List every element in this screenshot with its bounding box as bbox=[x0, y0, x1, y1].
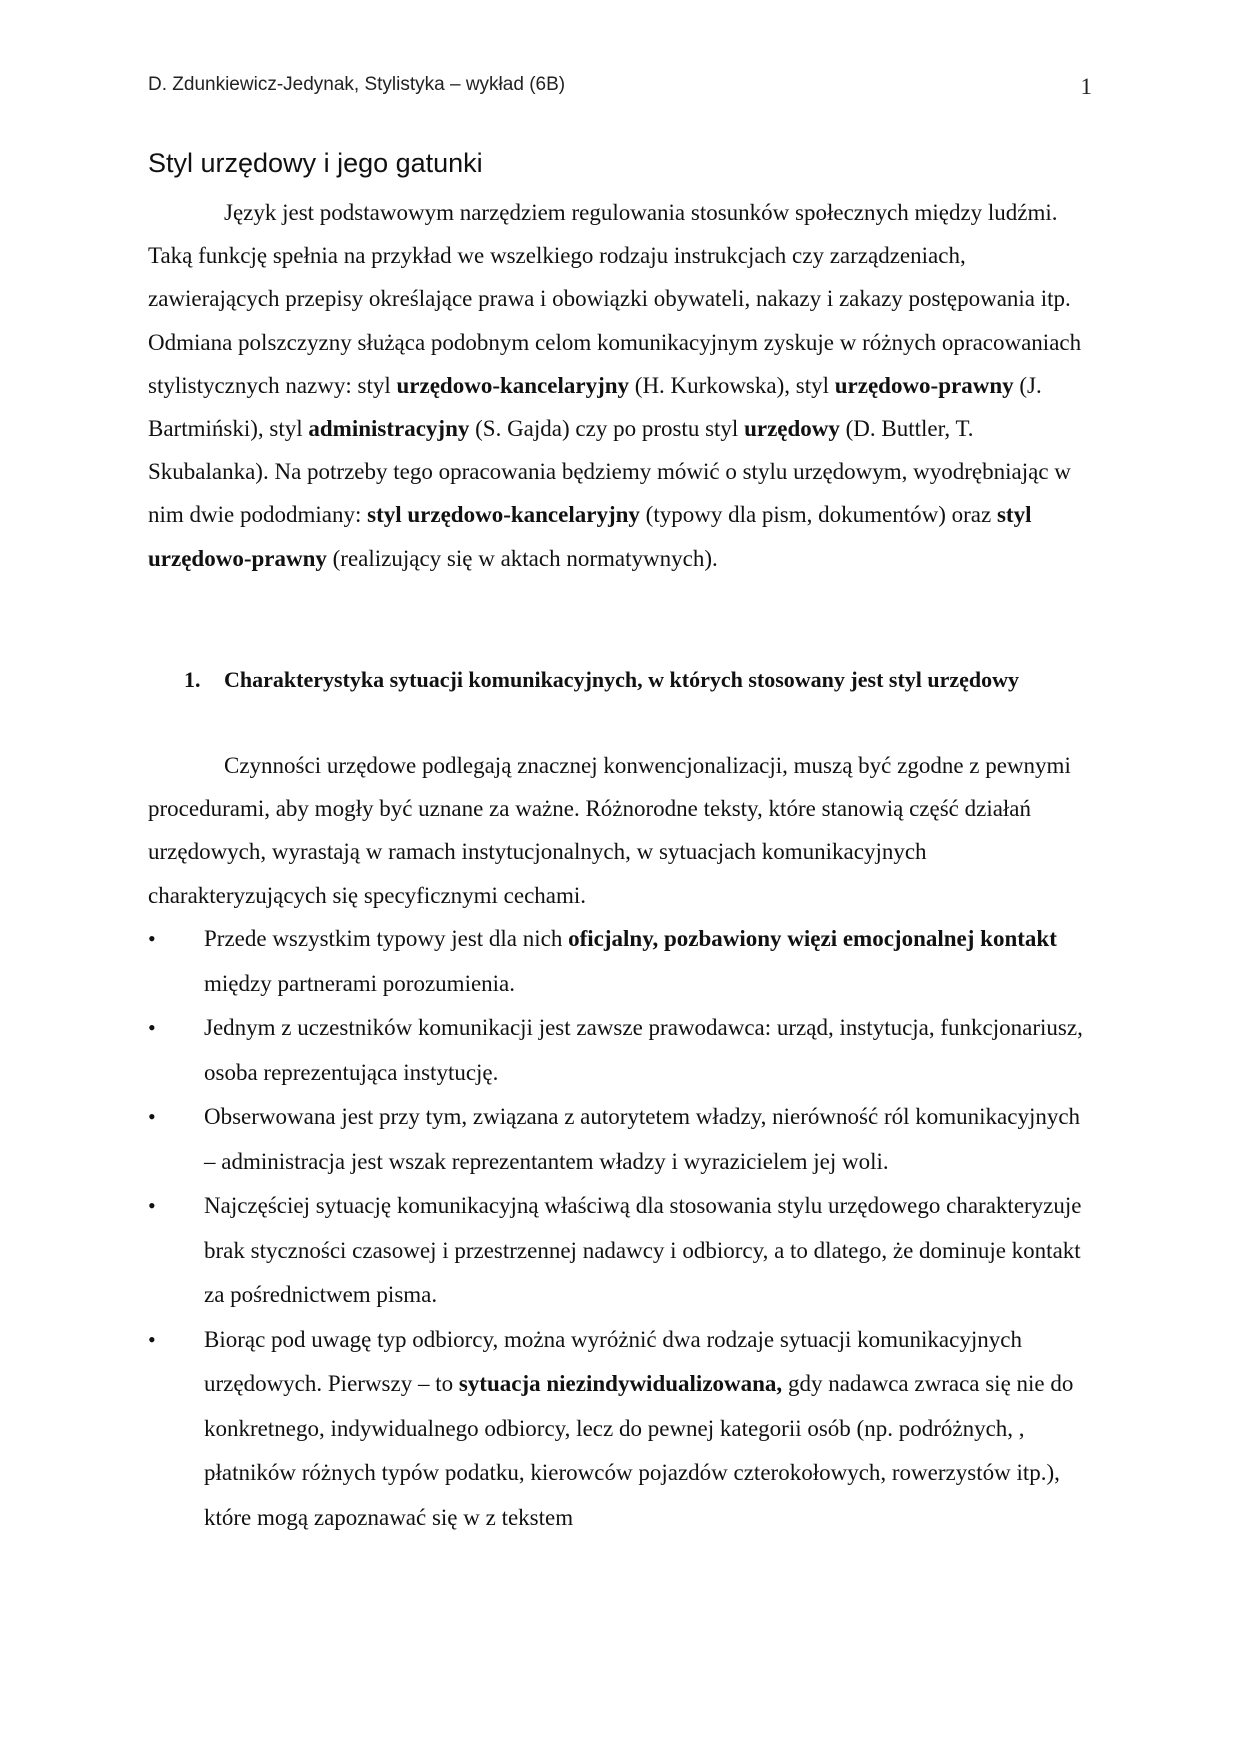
section-heading-text: Charakterystyka sytuacji komunikacyjnych, w których stosowany jest styl urzędowy bbox=[224, 667, 1020, 692]
list-item-bold: sytuacja niezindywidualizowana, bbox=[458, 1371, 783, 1396]
intro-text: (S. Gajda) czy po prostu styl bbox=[469, 416, 745, 442]
term-bold: styl urzędowo-prawny bbox=[148, 502, 1032, 571]
document-title: Styl urzędowy i jego gatunki bbox=[148, 148, 483, 178]
section-heading bbox=[184, 658, 1064, 701]
list-item bbox=[148, 917, 1092, 1006]
list-item-text: między partnerami porozumienia. bbox=[204, 970, 516, 996]
term-bold: styl urzędowo-kancelaryjny bbox=[367, 502, 640, 528]
list-item bbox=[148, 1184, 1092, 1318]
bullet-icon: • bbox=[148, 1104, 156, 1129]
intro-text: (J. Bartmiński), styl bbox=[148, 372, 1042, 442]
bullet-icon: • bbox=[148, 1326, 156, 1352]
page-header bbox=[148, 72, 1092, 112]
term-bold: administracyjny bbox=[308, 416, 470, 442]
list-item-bold: oficjalny, pozbawiony więzi emocjonalnej kontakt bbox=[568, 926, 1057, 951]
term-bold: urzędowy bbox=[744, 416, 840, 442]
term-bold: urzędowo-kancelaryjny bbox=[396, 372, 630, 398]
list-item bbox=[148, 1006, 1092, 1095]
intro-text: (D. Buttler, T. Skubalanka). Na potrzeby tego opracowania będziemy mówić o stylu urzędowym, wyodrębniając w nim dwie pododmiany: bbox=[148, 416, 1071, 528]
list-item-text: Biorąc pod uwagę typ odbiorcy, można wyróżnić dwa rodzaje sytuacji komunikacyjnych urzędowych. Pierwszy – to bbox=[204, 1326, 1022, 1396]
list-item-text: Jednym z uczestników komunikacji jest zawsze prawodawca: urząd, instytucja, funkcjonariusz, osoba reprezentująca instytucję. bbox=[204, 1015, 1083, 1085]
list-item-text: Najczęściej sytuację komunikacyjną właściwą dla stosowania stylu urzędowego charakteryzuje brak styczności czasowej i przestrzennej nadawcy i odbiorcy, a to dlatego, że dominuje kontakt za pośrednictwem pisma. bbox=[204, 1193, 1082, 1307]
running-header: D. Zdunkiewicz-Jedynak, Stylistyka – wykład (6B) bbox=[148, 74, 566, 95]
bullet-icon: • bbox=[148, 1015, 156, 1040]
intro-text: Język jest podstawowym narzędziem regulowania stosunków społecznych między ludźmi. Taką funkcję spełnia na przykład we wszelkiego rodzaju instrukcjach czy zarządzeniach, zawierających przepisy określające prawa i obowiązki obywateli, nakazy i zakazy postępowania itp. Odmiana polszczyzny służąca podobnym celom komunikacyjnym zyskuje w różnych opracowaniach stylistycznych nazwy: styl bbox=[148, 200, 1082, 398]
bullet-list bbox=[148, 917, 1092, 1540]
list-item-text: Przede wszystkim typowy jest dla nich bbox=[204, 926, 569, 951]
intro-paragraph bbox=[148, 191, 1092, 580]
bullet-icon: • bbox=[148, 926, 156, 951]
list-item bbox=[148, 1095, 1092, 1184]
list-item-text: Obserwowana jest przy tym, związana z autorytetem władzy, nierówność ról komunikacyjnych – administracja jest wszak reprezentantem władzy i wyrazicielem jej woli. bbox=[204, 1104, 1081, 1174]
page-number: 1 bbox=[1080, 74, 1092, 99]
section-number: 1. bbox=[184, 667, 201, 692]
list-item bbox=[148, 1318, 1092, 1541]
bullet-icon: • bbox=[148, 1193, 156, 1218]
intro-text: (realizujący się w aktach normatywnych). bbox=[326, 545, 718, 571]
intro-text: (H. Kurkowska), styl bbox=[629, 372, 835, 398]
section-paragraph: Czynności urzędowe podlegają znacznej konwencjonalizacji, muszą być zgodne z pewnymi procedurami, aby mogły być uznane za ważne. Różnorodne teksty, które stanowią część działań urzędowych, wyrastają w ramach instytucjonalnych, w sytuacjach komunikacyjnych charakteryzujących się specyficznymi cechami. bbox=[148, 753, 1071, 908]
intro-text: (typowy dla pism, dokumentów) oraz bbox=[639, 502, 997, 528]
list-item-text: gdy nadawca zwraca się nie do konkretnego, indywidualnego odbiorcy, lecz do pewnej kategorii osób (np. podróżnych, , płatników różnych typów podatku, kierowców pojazdów czterokołowych, rowerzystów itp.), które mogą zapoznawać się w z tekstem bbox=[204, 1371, 1074, 1530]
term-bold: urzędowo-prawny bbox=[834, 372, 1014, 398]
